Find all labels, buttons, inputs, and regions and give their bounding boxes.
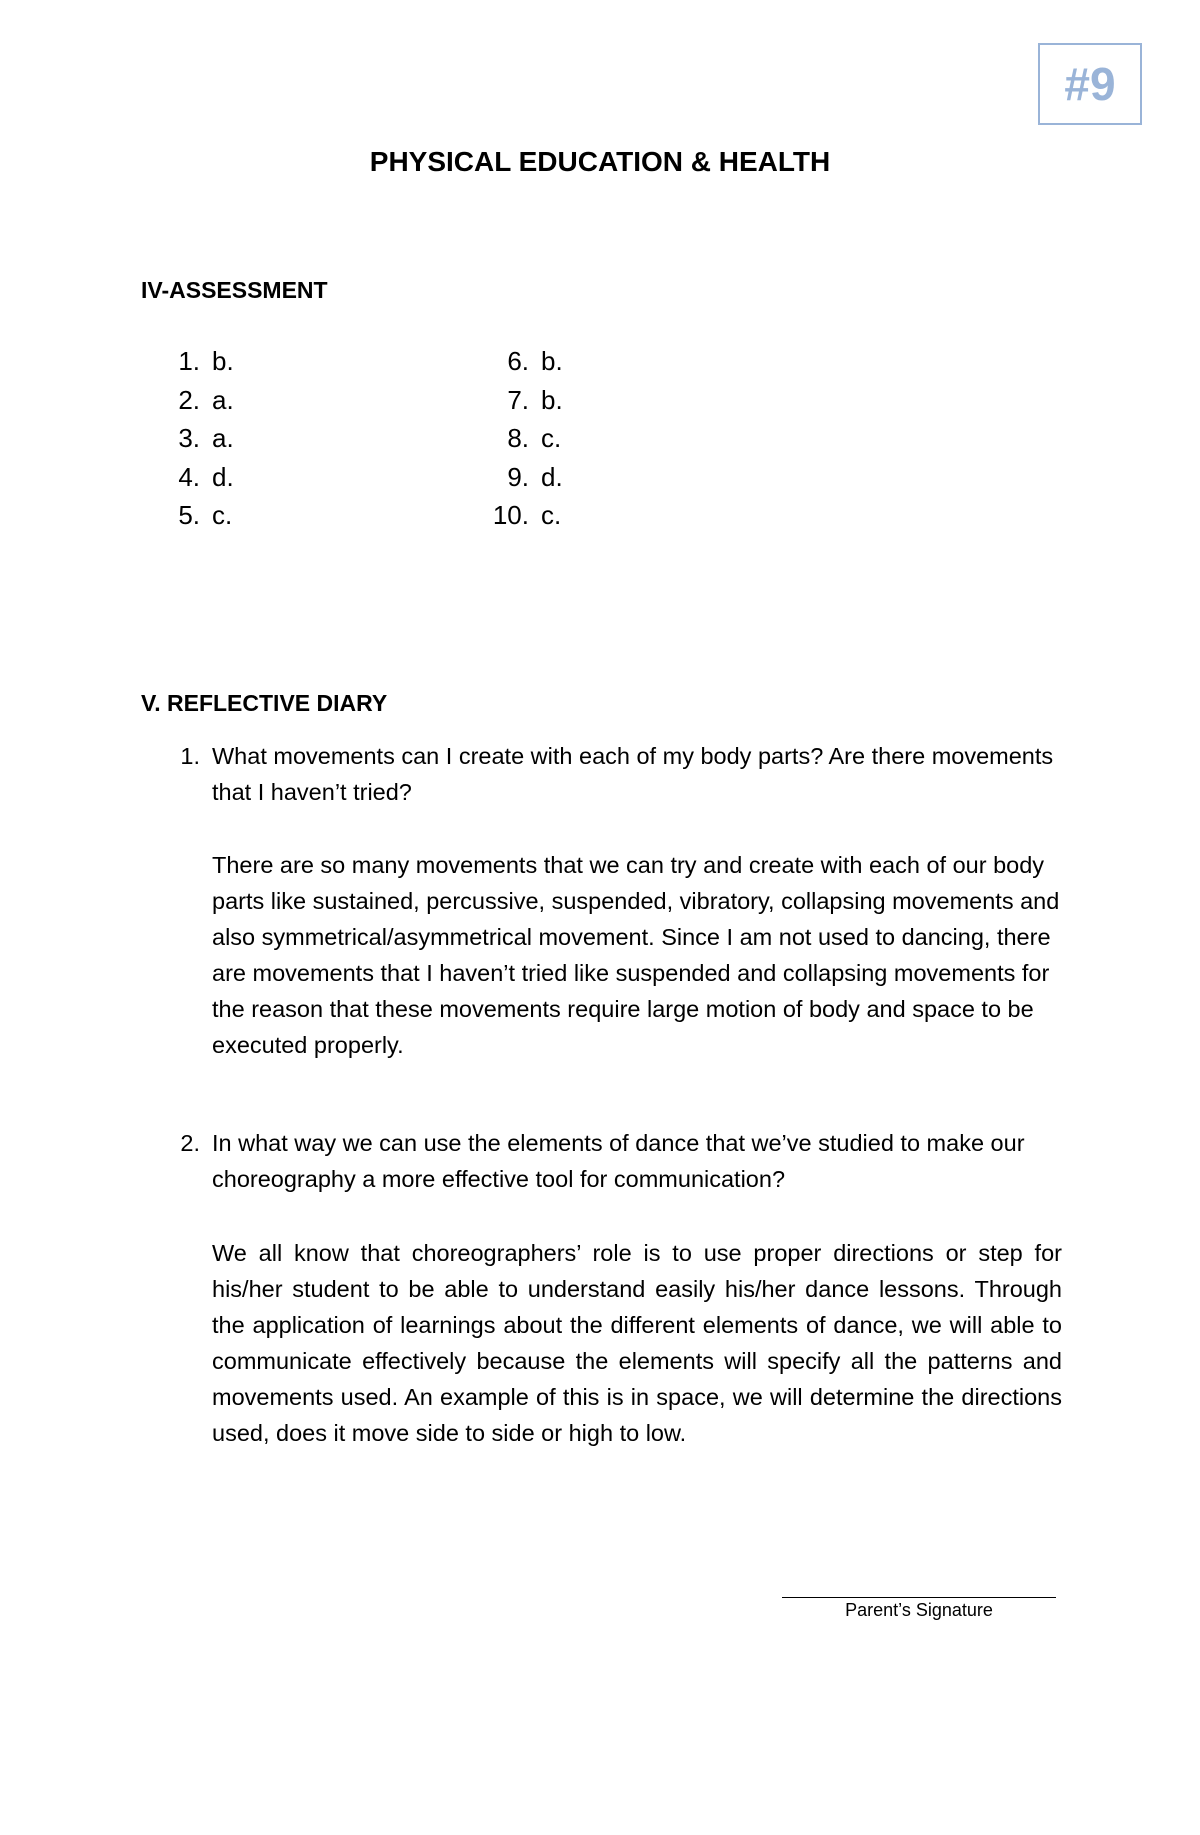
answer-number: 5. [178, 500, 200, 530]
answer-choice: c. [541, 500, 562, 530]
answer-paragraph: There are so many movements that we can try and create with each of our body parts like sustained, percussive, suspended, vibratory, collapsing movements and also symmetrical/asymmetrical movement. Since I am not used to dancing, there are movements that I haven’t tried like suspended and collapsing movements for the reason that these movements require large motion of body and space to be executed properly. [212, 852, 1060, 1058]
page-title: PHYSICAL EDUCATION & HEALTH [369, 146, 831, 177]
answers-column-left [164, 342, 234, 535]
answer-choice: b. [212, 346, 234, 376]
answer-number: 2. [178, 384, 200, 415]
signature-line [782, 1597, 1056, 1598]
answer-item [164, 458, 234, 497]
answer-number: 8. [507, 423, 529, 453]
page-number-badge [1038, 43, 1142, 125]
answer-item [476, 342, 563, 381]
answers-column-right [476, 342, 563, 535]
answer-item [476, 458, 563, 497]
answer-choice: d. [541, 461, 563, 492]
question-text: In what way we can use the elements of dance that we’ve studied to make our choreography a more effective tool for communication? [212, 1130, 1025, 1192]
answer-choice: c. [212, 500, 233, 530]
answer-choice: c. [541, 423, 562, 453]
answer-item [164, 342, 234, 381]
reflective-diary-heading: V. REFLECTIVE DIARY [141, 690, 388, 716]
answer-number: 7. [507, 384, 529, 415]
answer-item [164, 381, 234, 420]
question-number: 2. [180, 1130, 200, 1156]
answer-number: 1. [178, 346, 200, 376]
question-number: 1. [180, 743, 200, 769]
answer-paragraph: We all know that choreographers’ role is to use proper directions or step for his/her student to be able to understand easily his/her dance lessons. Through the application of learnings about the different elements of dance, we will able to communicate effectively because the elements will specify all the patterns and movements used. An example of this is in space, we will determine the directions used, does it move side to side or high to low. [212, 1240, 1062, 1446]
answer-item [164, 419, 234, 458]
signature-label: Parent’s Signature [845, 1600, 993, 1620]
answer-item [164, 496, 234, 535]
answer-choice: b. [541, 384, 563, 415]
answer-choice: b. [541, 346, 563, 376]
answer-choice: d. [212, 461, 234, 492]
answer-number: 4. [178, 461, 200, 492]
answer-number: 10. [492, 500, 529, 530]
answer-number: 6. [507, 346, 529, 376]
page-number: #9 [1064, 58, 1116, 110]
answer-number: 9. [507, 461, 529, 492]
answer-item [476, 419, 563, 458]
answer-choice: a. [212, 384, 234, 415]
assessment-heading: IV-ASSESSMENT [141, 277, 328, 303]
answer-choice: a. [212, 423, 234, 453]
answer-number: 3. [178, 423, 200, 453]
answer-item [476, 381, 563, 420]
question-text: What movements can I create with each of my body parts? Are there movements that I haven’t tried? [212, 743, 1054, 805]
answer-item [476, 496, 563, 535]
